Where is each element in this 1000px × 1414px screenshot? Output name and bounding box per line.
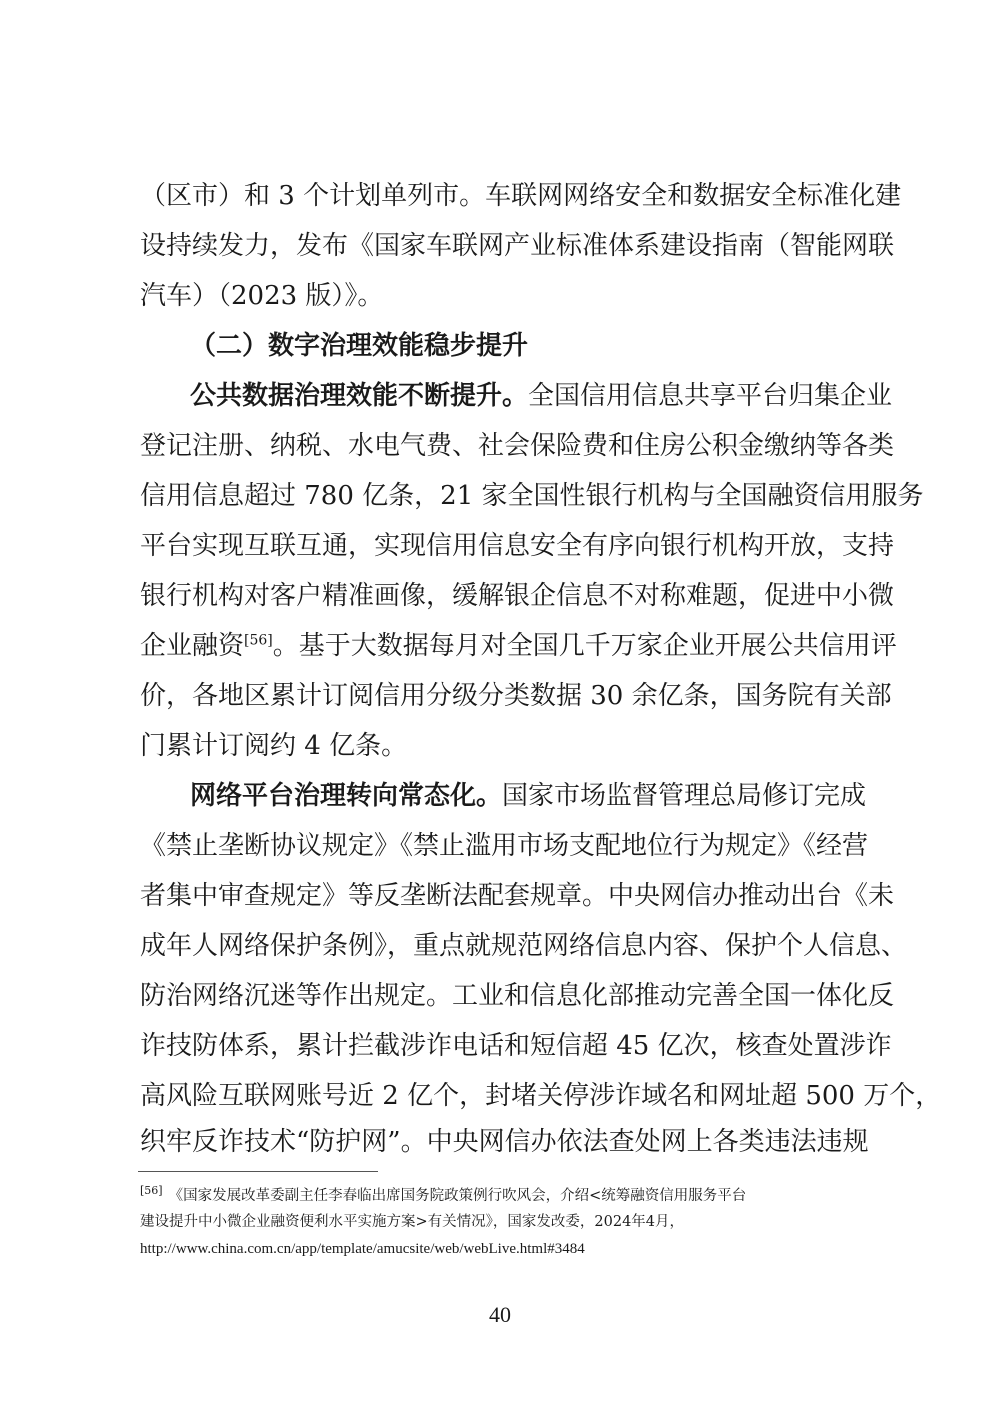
body-line: 高风险互联网账号近 2 亿个，封堵关停涉诈域名和网址超 500 万个， (140, 1081, 942, 1111)
body-line: 诈技防体系，累计拦截涉诈电话和短信超 45 亿次，核查处置涉诈 (140, 1031, 892, 1061)
page-number: 40 (489, 1302, 511, 1327)
footnote-mark: [56] (140, 1184, 163, 1198)
footnote-text: 《国家发展改革委副主任李春临出席国务院政策例行吹风会，介绍<统筹融资信用服务平台 (168, 1188, 747, 1204)
paragraph-text: 国家市场监督管理总局修订完成 (502, 781, 867, 811)
body-line: 信用信息超过 780 亿条，21 家全国性银行机构与全国融资信用服务 (140, 481, 924, 511)
footnote-line (140, 1184, 746, 1208)
body-line: 成年人网络保护条例》，重点就规范网络信息内容、保护个人信息、 (140, 931, 908, 961)
body-line: 登记注册、纳税、水电气费、社会保险费和住房公积金缴纳等各类 (140, 431, 895, 461)
footnote-url-link[interactable]: http://www.china.com.cn/app/template/amucsite/web/webLive.html#3484 (140, 1241, 585, 1257)
body-line: 门累计订阅约 4 亿条。 (140, 731, 408, 761)
body-line: 防治网络沉迷等作出规定。工业和信息化部推动完善全国一体化反 (140, 981, 895, 1011)
body-line: 汽车）（2023 版）》。 (140, 281, 384, 311)
paragraph-lead: 公共数据治理效能不断提升。 (190, 381, 529, 411)
body-line: 者集中审查规定》等反垄断法配套规章。中央网信办推动出台《未 (140, 881, 895, 911)
body-line: 银行机构对客户精准画像，缓解银企信息不对称难题，促进中小微 (140, 581, 895, 611)
footnote-divider (138, 1171, 378, 1172)
paragraph-text: 企业融资 (140, 631, 245, 661)
paragraph-first-line (190, 771, 867, 821)
body-line-with-footnote (140, 621, 897, 671)
body-line: 织牢反诈技术“防护网”。中央网信办依法查处网上各类违法违规 (140, 1127, 869, 1157)
body-line: 价，各地区累计订阅信用分级分类数据 30 余亿条，国务院有关部 (140, 681, 892, 711)
paragraph-text: 。基于大数据每月对全国几千万家企业开展公共信用评 (272, 631, 897, 661)
body-line: 设持续发力，发布《国家车联网产业标准体系建设指南（智能网联 (140, 231, 895, 261)
body-line: 平台实现互联互通，实现信用信息安全有序向银行机构开放，支持 (140, 531, 895, 561)
footnote-reference[interactable]: [56] (244, 632, 273, 649)
paragraph-first-line (190, 371, 893, 421)
section-heading: （二）数字治理效能稳步提升 (190, 331, 529, 361)
body-line: （区市）和 3 个计划单列市。车联网网络安全和数据安全标准化建 (140, 181, 902, 211)
paragraph-lead: 网络平台治理转向常态化。 (190, 781, 503, 811)
footnote-line: 建设提升中小微企业融资便利水平实施方案>有关情况》，国家发改委，2024年4月， (140, 1214, 685, 1230)
paragraph-text: 全国信用信息共享平台归集企业 (528, 381, 893, 411)
body-line: 《禁止垄断协议规定》《禁止滥用市场支配地位行为规定》《经营 (140, 831, 869, 861)
